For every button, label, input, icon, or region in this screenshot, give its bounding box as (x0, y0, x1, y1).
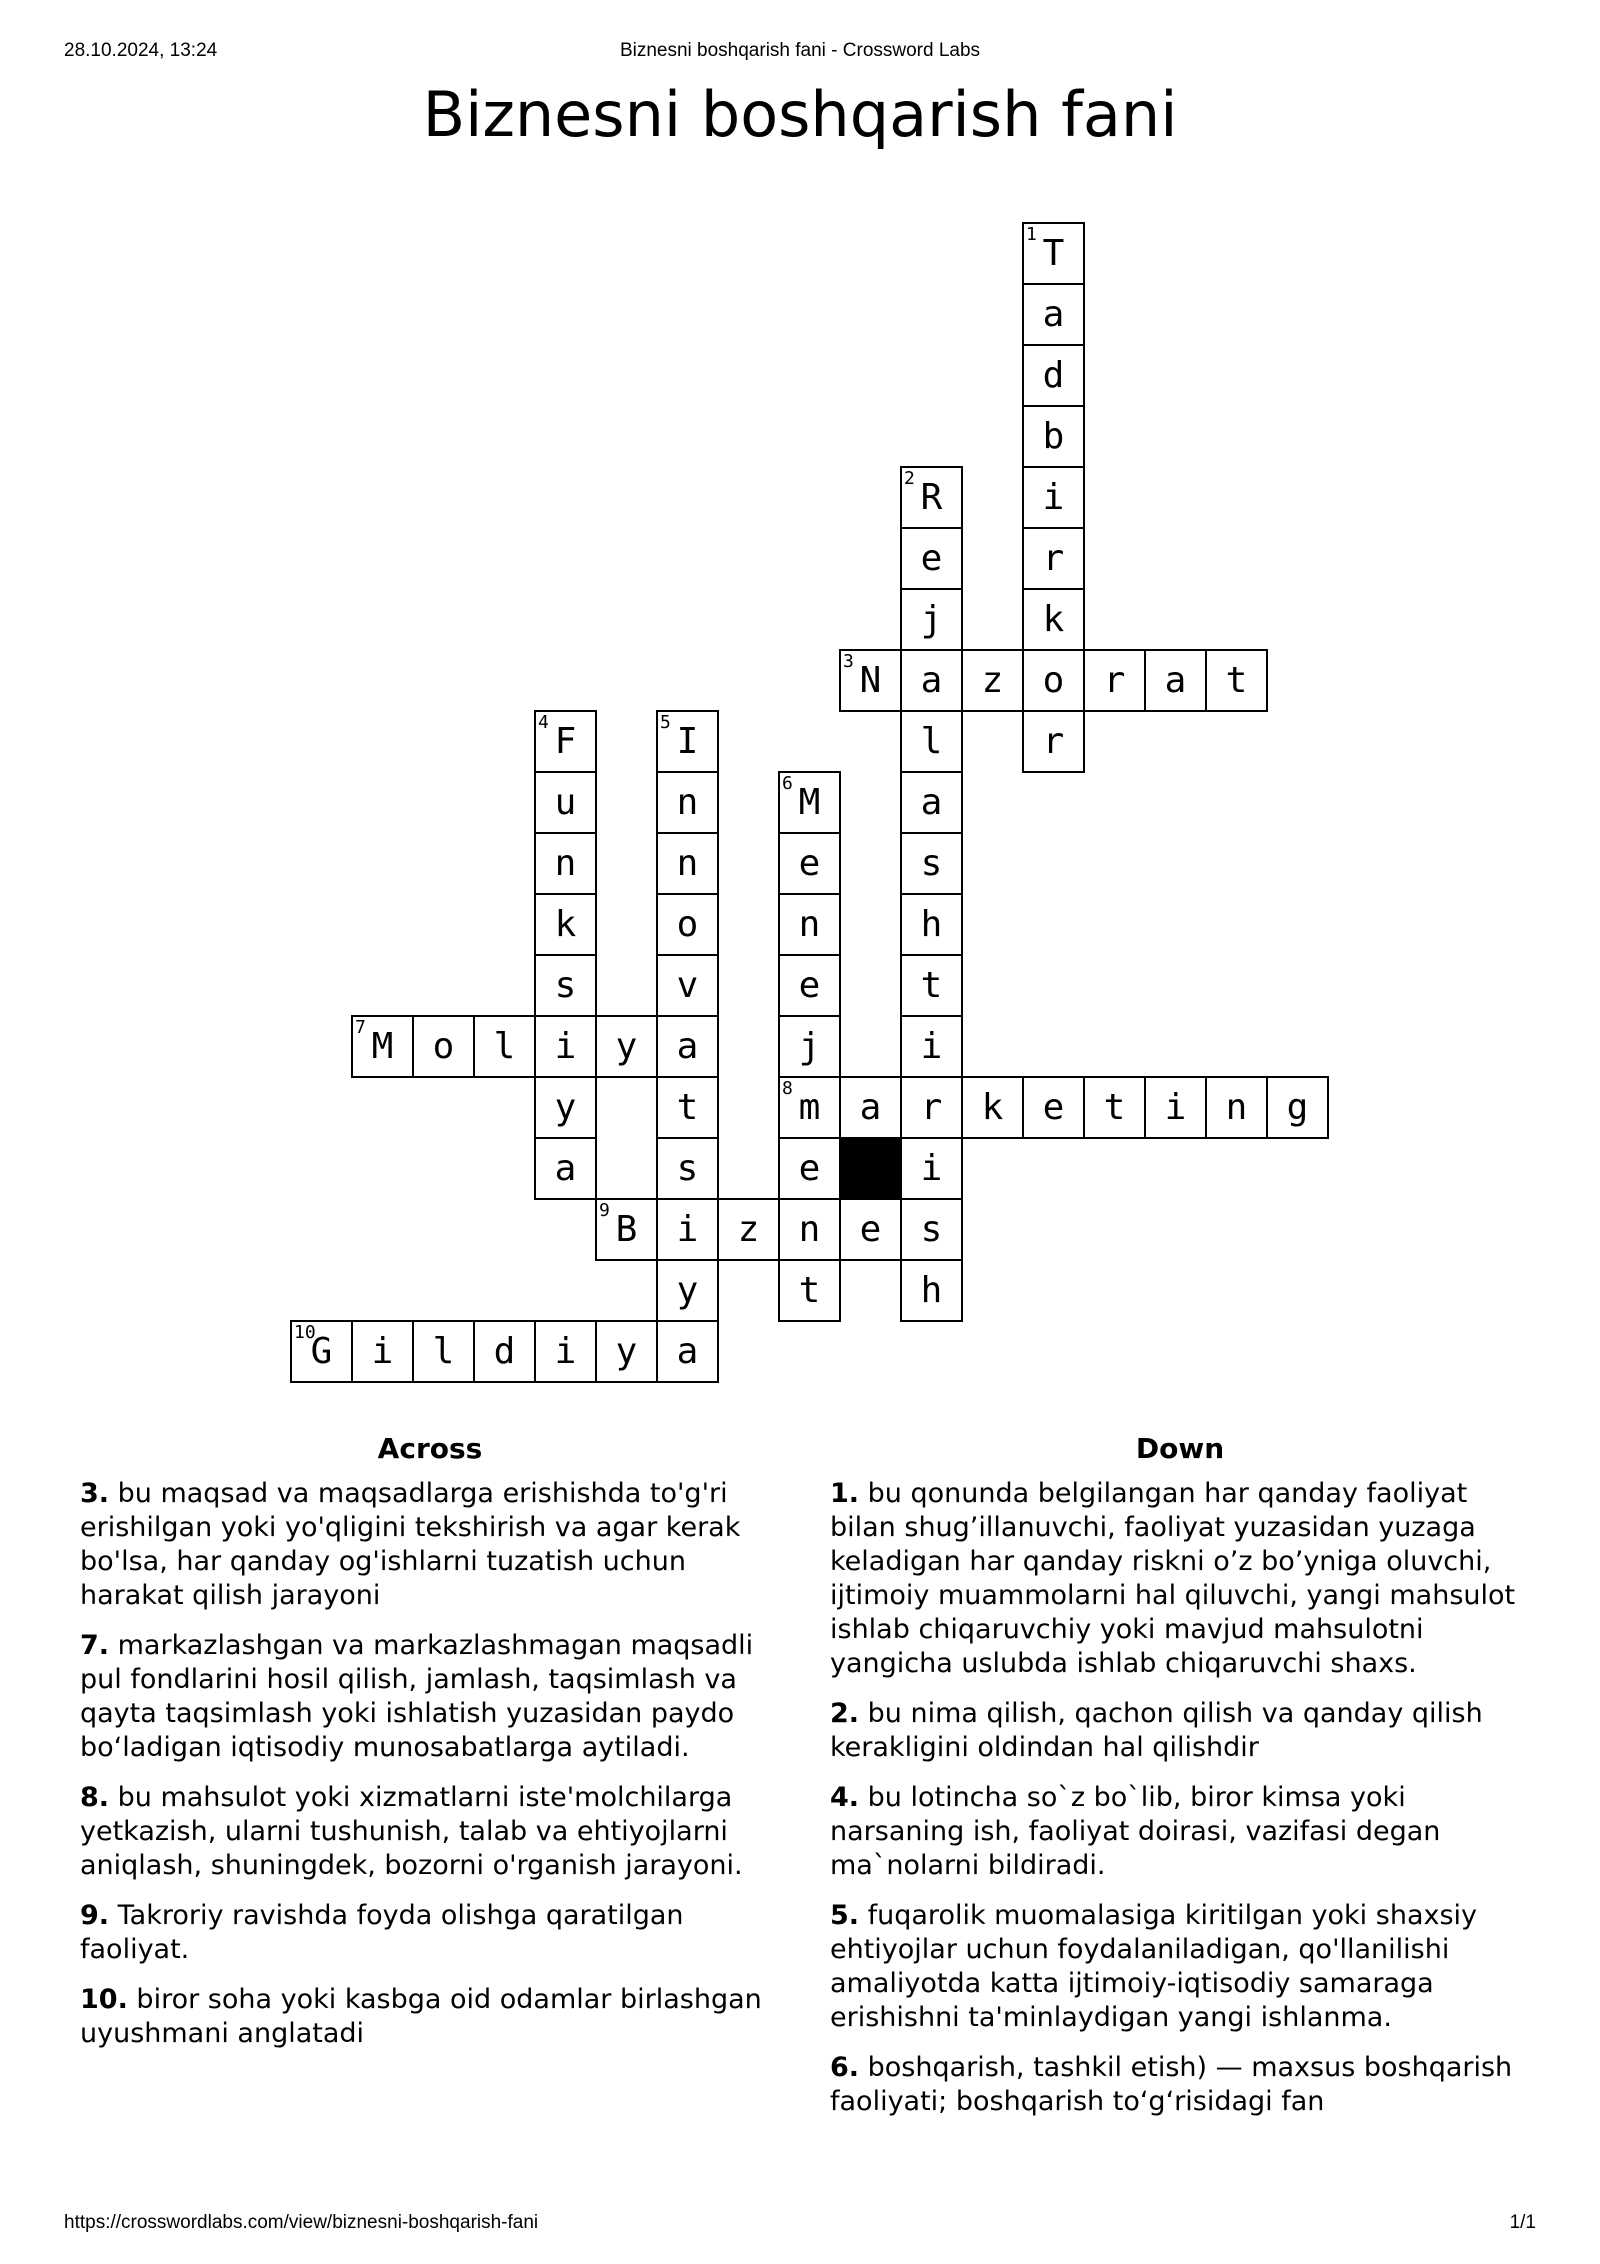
cell-letter: t (1225, 660, 1248, 701)
crossword-cell[interactable] (900, 1198, 963, 1261)
clue-number: 2 (904, 468, 915, 489)
crossword-cell[interactable] (900, 1259, 963, 1322)
cell-letter: y (615, 1331, 638, 1372)
crossword-cell[interactable] (1022, 222, 1085, 285)
crossword-cell[interactable] (900, 832, 963, 895)
clue-item (830, 1697, 1530, 1765)
clue-item-number: 9. (80, 1900, 110, 1931)
cell-letter: y (554, 1087, 577, 1128)
down-heading: Down (1135, 1432, 1225, 1465)
clue-item-text: bu qonunda belgilangan har qanday faoliyat bilan shug’illanuvchi, faoliyat yuzasidan yuzaga keladigan har qanday riskni o’z bo’yniga oluvchi, ijtimoiy muammolarni hal qiluvchi, yangi mahsulot ishlab chiqaruvchiy yoki mavjud mahsulotni yangicha uslubda ishlab chiqaruvchi shaxs. (830, 1478, 1516, 1679)
crossword-cell[interactable] (534, 1320, 597, 1383)
cell-letter: s (920, 1209, 943, 1250)
crossword-cell[interactable] (656, 1137, 719, 1200)
cell-letter: r (1042, 538, 1065, 579)
crossword-cell[interactable] (900, 1137, 963, 1200)
clue-item (830, 1899, 1530, 2035)
cell-letter: l (920, 721, 943, 762)
cell-letter: u (554, 782, 577, 823)
crossword-cell[interactable] (839, 649, 902, 712)
crossword-cell[interactable] (290, 1320, 353, 1383)
crossword-cell[interactable] (656, 954, 719, 1017)
crossword-cell[interactable] (778, 1198, 841, 1261)
clue-number: 10 (294, 1322, 316, 1343)
cell-letter: s (554, 965, 577, 1006)
crossword-cell[interactable] (351, 1320, 414, 1383)
clue-number: 6 (782, 773, 793, 794)
crossword-cell[interactable] (778, 954, 841, 1017)
across-clue-list (80, 1477, 780, 2051)
cell-letter: T (1042, 233, 1065, 274)
cell-letter: h (920, 904, 943, 945)
cell-letter: i (554, 1026, 577, 1067)
clue-item (80, 1477, 780, 1613)
clue-number: 3 (843, 651, 854, 672)
cell-letter: M (371, 1026, 394, 1067)
clue-item (830, 1477, 1530, 1681)
crossword-cell[interactable] (534, 893, 597, 956)
cell-letter: G (310, 1331, 333, 1372)
cell-letter: R (920, 477, 943, 518)
cell-letter: k (554, 904, 577, 945)
cell-letter: i (1164, 1087, 1187, 1128)
print-page-title: Biznesni boshqarish fani - Crossword Labs (619, 40, 981, 61)
crossword-cell[interactable] (1083, 649, 1146, 712)
cell-letter: n (676, 843, 699, 884)
cell-letter: B (615, 1209, 638, 1250)
cell-letter: n (1225, 1087, 1248, 1128)
crossword-cell[interactable] (1022, 710, 1085, 773)
crossword-cell[interactable] (595, 1320, 658, 1383)
clue-item (830, 1781, 1530, 1883)
cell-letter: a (676, 1331, 699, 1372)
clue-number: 5 (660, 712, 671, 733)
clue-item (80, 1781, 780, 1883)
cell-letter: a (920, 660, 943, 701)
cell-letter: d (493, 1331, 516, 1372)
clue-item-text: markazlashgan va markazlashmagan maqsadli pul fondlarini hosil qilish, jamlash, taqsimlash va qayta taqsimlash yoki ishlatish yuzasidan paydo boʻladigan iqtisodiy munosabatlarga aytiladi. (80, 1630, 754, 1763)
print-url: https://crosswordlabs.com/view/biznesni-boshqarish-fani (64, 2212, 539, 2233)
cell-letter: e (798, 965, 821, 1006)
crossword-cell[interactable] (839, 1198, 902, 1261)
cell-letter: v (676, 965, 699, 1006)
down-clue-list (830, 1477, 1530, 2119)
cell-letter: e (798, 843, 821, 884)
cell-letter: j (798, 1026, 821, 1067)
crossword-cell[interactable] (900, 649, 963, 712)
cell-letter: t (920, 965, 943, 1006)
crossword-cell[interactable] (534, 954, 597, 1017)
clue-item-number: 5. (830, 1900, 860, 1931)
clue-number: 4 (538, 712, 549, 733)
crossword-cell[interactable] (656, 1320, 719, 1383)
cell-letter: o (676, 904, 699, 945)
crossword-cell[interactable] (656, 1259, 719, 1322)
clue-item-number: 1. (830, 1478, 860, 1509)
print-page-number: 1/1 (1509, 2212, 1536, 2233)
crossword-cell[interactable] (1144, 1076, 1207, 1139)
cell-letter: n (798, 1209, 821, 1250)
cell-letter: z (737, 1209, 760, 1250)
cell-letter: b (1042, 416, 1065, 457)
cell-letter: k (981, 1087, 1004, 1128)
crossword-cell[interactable] (961, 1076, 1024, 1139)
crossword-cell[interactable] (595, 1015, 658, 1078)
cell-letter: a (1164, 660, 1187, 701)
crossword-cell[interactable] (1022, 344, 1085, 407)
clue-item-number: 2. (830, 1698, 860, 1729)
crossword-cell[interactable] (900, 588, 963, 651)
cell-letter: o (432, 1026, 455, 1067)
clue-item-text: bu nima qilish, qachon qilish va qanday qilish kerakligini oldindan hal qilishdir (830, 1698, 1483, 1763)
crossword-cell[interactable] (778, 1076, 841, 1139)
cell-letter: g (1286, 1087, 1309, 1128)
crossword-cell[interactable] (900, 466, 963, 529)
cell-letter: m (798, 1087, 821, 1128)
clue-item-text: bu mahsulot yoki xizmatlarni iste'molchilarga yetkazish, ularni tushunish, talab va ehtiyojlarni aniqlash, shuningdek, bozorni o'rganish jarayoni. (80, 1782, 743, 1881)
crossword-cell[interactable] (900, 527, 963, 590)
crossword-cell[interactable] (1022, 527, 1085, 590)
cell-letter: z (981, 660, 1004, 701)
crossword-cell[interactable] (717, 1198, 780, 1261)
clue-item-text: boshqarish, tashkil etish) — maxsus boshqarish faoliyati; boshqarish toʻgʻrisidagi fan (830, 2052, 1513, 2117)
crossword-cell[interactable] (900, 1015, 963, 1078)
cell-letter: t (1103, 1087, 1126, 1128)
cell-letter: e (920, 538, 943, 579)
crossword-cell[interactable] (473, 1015, 536, 1078)
cell-letter: n (554, 843, 577, 884)
crossword-cell[interactable] (656, 710, 719, 773)
cell-letter: M (798, 782, 821, 823)
crossword-cell[interactable] (534, 1137, 597, 1200)
clue-item-number: 3. (80, 1478, 110, 1509)
cell-letter: r (920, 1087, 943, 1128)
crossword-cell[interactable] (778, 771, 841, 834)
crossword-cell[interactable] (534, 1015, 597, 1078)
crossword-cell[interactable] (656, 832, 719, 895)
page-title: Biznesni boshqarish fani (422, 78, 1178, 151)
cell-letter: s (676, 1148, 699, 1189)
cell-letter: n (676, 782, 699, 823)
clue-item (80, 1983, 780, 2051)
clue-item (80, 1629, 780, 1765)
crossword-cell[interactable] (595, 1198, 658, 1261)
crossword-cell[interactable] (1205, 1076, 1268, 1139)
crossword-cell[interactable] (961, 649, 1024, 712)
crossword-cell[interactable] (534, 710, 597, 773)
crossword-cell[interactable] (778, 1137, 841, 1200)
black-cell (839, 1137, 902, 1200)
clue-number: 8 (782, 1078, 793, 1099)
down-clues (830, 1432, 1530, 2135)
crossword-cell[interactable] (656, 1198, 719, 1261)
crossword-cell[interactable] (1083, 1076, 1146, 1139)
across-clues (80, 1432, 780, 2067)
crossword-cell[interactable] (534, 771, 597, 834)
cell-letter: r (1103, 660, 1126, 701)
cell-letter: y (676, 1270, 699, 1311)
cell-letter: i (554, 1331, 577, 1372)
cell-letter: i (920, 1026, 943, 1067)
cell-letter: o (1042, 660, 1065, 701)
clue-item-number: 8. (80, 1782, 110, 1813)
crossword-cell[interactable] (412, 1015, 475, 1078)
clue-item-text: fuqarolik muomalasiga kiritilgan yoki shaxsiy ehtiyojlar uchun foydalaniladigan, qo'llanilishi amaliyotda katta ijtimoiy-iqtisodiy samaraga erishishni ta'minlaydigan yangi ishlanma. (830, 1900, 1478, 2033)
cell-letter: i (1042, 477, 1065, 518)
crossword-cell[interactable] (656, 1076, 719, 1139)
clue-item-number: 4. (830, 1782, 860, 1813)
cell-letter: y (615, 1026, 638, 1067)
cell-letter: d (1042, 355, 1065, 396)
crossword-cell[interactable] (1022, 1076, 1085, 1139)
cell-letter: l (432, 1331, 455, 1372)
cell-letter: h (920, 1270, 943, 1311)
crossword-cell[interactable] (900, 893, 963, 956)
clue-number: 7 (355, 1017, 366, 1038)
crossword-cell[interactable] (534, 832, 597, 895)
crossword-cell[interactable] (900, 771, 963, 834)
clue-item (80, 1899, 780, 1967)
clue-number: 9 (599, 1200, 610, 1221)
crossword-cell[interactable] (778, 1015, 841, 1078)
crossword-cell[interactable] (839, 1076, 902, 1139)
across-heading: Across (377, 1432, 483, 1465)
clue-item-text: Takroriy ravishda foyda olishga qaratilgan faoliyat. (80, 1900, 684, 1965)
cell-letter: s (920, 843, 943, 884)
crossword-cell[interactable] (534, 1076, 597, 1139)
cell-letter: F (554, 721, 577, 762)
crossword-cell[interactable] (1022, 283, 1085, 346)
clue-item (830, 2051, 1530, 2119)
cell-letter: a (920, 782, 943, 823)
cell-letter: e (798, 1148, 821, 1189)
cell-letter: t (676, 1087, 699, 1128)
cell-letter: l (493, 1026, 516, 1067)
crossword-cell[interactable] (778, 832, 841, 895)
cell-letter: a (1042, 294, 1065, 335)
cell-letter: i (371, 1331, 394, 1372)
crossword-cell[interactable] (1205, 649, 1268, 712)
crossword-cell[interactable] (412, 1320, 475, 1383)
crossword-cell[interactable] (351, 1015, 414, 1078)
cell-letter: r (1042, 721, 1065, 762)
cell-letter: a (676, 1026, 699, 1067)
crossword-cell[interactable] (656, 771, 719, 834)
crossword-cell[interactable] (778, 1259, 841, 1322)
print-datetime: 28.10.2024, 13:24 (64, 40, 218, 61)
cell-letter: i (676, 1209, 699, 1250)
cell-letter: a (554, 1148, 577, 1189)
cell-letter: t (798, 1270, 821, 1311)
cell-letter: e (1042, 1087, 1065, 1128)
clue-number: 1 (1026, 224, 1037, 245)
cell-letter: k (1042, 599, 1065, 640)
cell-letter: j (920, 599, 943, 640)
crossword-cell[interactable] (473, 1320, 536, 1383)
clue-item-text: biror soha yoki kasbga oid odamlar birlashgan uyushmani anglatadi (80, 1984, 762, 2049)
clue-item-text: bu lotincha so`z bo`lib, biror kimsa yoki narsaning ish, faoliyat doirasi, vazifasi degan ma`nolarni bildiradi. (830, 1782, 1441, 1881)
cell-letter: a (859, 1087, 882, 1128)
cell-letter: e (859, 1209, 882, 1250)
crossword-cell[interactable] (1022, 649, 1085, 712)
cell-letter: n (798, 904, 821, 945)
cell-letter: N (859, 660, 882, 701)
crossword-cell[interactable] (1022, 588, 1085, 651)
crossword-cell[interactable] (1266, 1076, 1329, 1139)
crossword-cell[interactable] (900, 1076, 963, 1139)
crossword-cell[interactable] (656, 1015, 719, 1078)
clue-item-number: 7. (80, 1630, 110, 1661)
clue-item-text: bu maqsad va maqsadlarga erishishda to'g'ri erishilgan yoki yo'qligini tekshirish va agar kerak bo'lsa, har qanday og'ishlarni tuzatish uchun harakat qilish jarayoni (80, 1478, 741, 1611)
crossword-cell[interactable] (1022, 405, 1085, 468)
crossword-cell[interactable] (1022, 466, 1085, 529)
clue-item-number: 10. (80, 1984, 128, 2015)
crossword-cell[interactable] (656, 893, 719, 956)
clue-item-number: 6. (830, 2052, 860, 2083)
crossword-cell[interactable] (900, 710, 963, 773)
crossword-cell[interactable] (1144, 649, 1207, 712)
cell-letter: I (676, 721, 699, 762)
crossword-cell[interactable] (900, 954, 963, 1017)
cell-letter: i (920, 1148, 943, 1189)
crossword-cell[interactable] (778, 893, 841, 956)
